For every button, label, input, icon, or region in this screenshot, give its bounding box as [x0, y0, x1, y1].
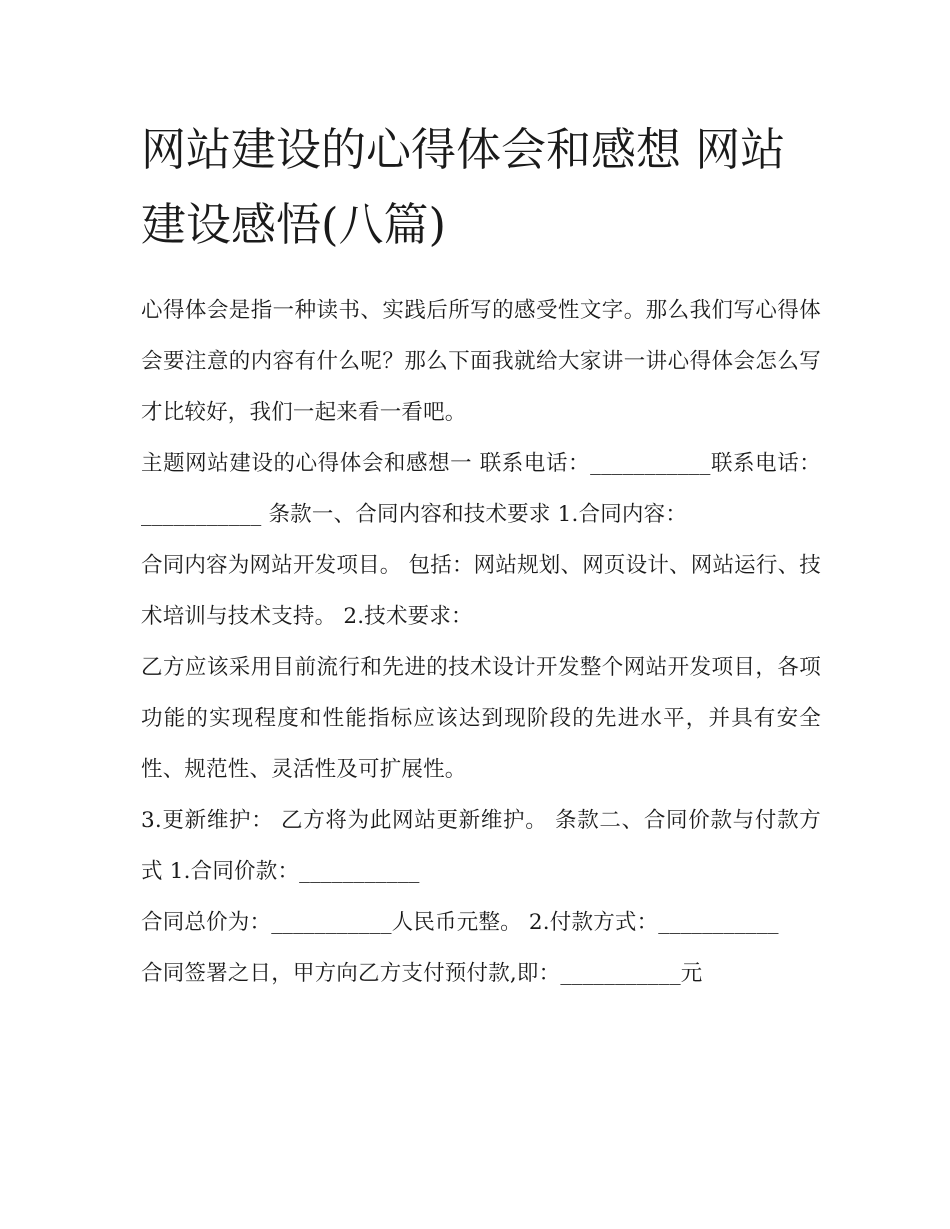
paragraph-total-price: 合同总价为：___________人民币元整。 2.付款方式：___________ — [141, 910, 779, 935]
paragraph-contact-terms: 主题网站建设的心得体会和感想一 联系电话：___________联系电话：___________ 条款一、合同内容和技术要求 1.合同内容： — [141, 451, 821, 527]
document-page — [141, 112, 821, 999]
paragraph-prepayment: 合同签署之日，甲方向乙方支付预付款,即：___________元 — [141, 961, 703, 986]
document-body — [141, 285, 821, 999]
paragraph-intro: 心得体会是指一种读书、实践后所写的感受性文字。那么我们写心得体会要注意的内容有什么呢？那么下面我就给大家讲一讲心得体会怎么写才比较好，我们一起来看一看吧。 — [141, 298, 821, 425]
document-title: 网站建设的心得体会和感想 网站建设感悟(八篇) — [141, 123, 786, 251]
paragraph-technical-requirements: 乙方应该采用目前流行和先进的技术设计开发整个网站开发项目，各项功能的实现程度和性能指标应该达到现阶段的先进水平，并具有安全性、规范性、灵活性及可扩展性。 — [141, 655, 821, 782]
paragraph-contract-content: 合同内容为网站开发项目。 包括：网站规划、网页设计、网站运行、技术培训与技术支持。 2.技术要求： — [141, 553, 821, 629]
paragraph-maintenance-price: 3.更新维护： 乙方将为此网站更新维护。 条款二、合同价款与付款方式 1.合同价款：___________ — [141, 808, 821, 884]
